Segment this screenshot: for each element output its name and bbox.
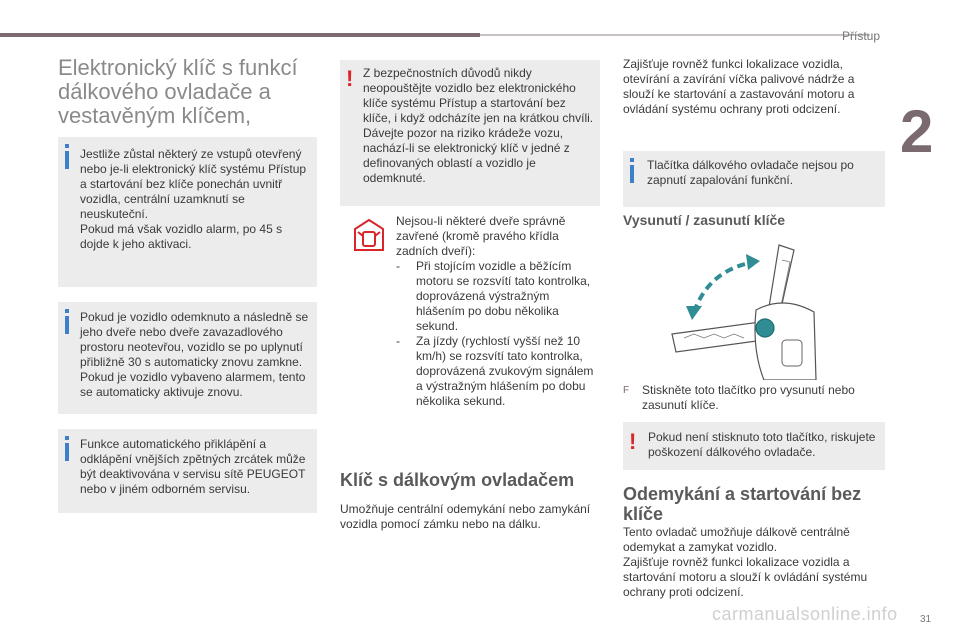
remote-heading: Klíč s dálkovým ovladačem — [340, 470, 575, 490]
fold-heading: Vysunutí / zasunutí klíče — [623, 212, 786, 228]
info-icon — [65, 151, 69, 169]
remote-text: Umožňuje centrální odemykání nebo zamykání vozidla pomocí zámku nebo na dálku. — [340, 502, 591, 531]
list-item-text: Při stojícím vozidle a běžícím motoru se rozsvítí tato kontrolka, doprovázená výstražným hlášením po dobu několika sekund. — [416, 259, 591, 333]
doors-intro: Nejsou-li některé dveře správně zavřené (kromě pravého křídla zadních dveří): — [396, 214, 566, 258]
fold-step-text: Stiskněte toto tlačítko pro vysunutí nebo zasunutí klíče. — [642, 383, 855, 412]
info-text: Pokud je vozidlo odemknuto a následně se jeho dveře nebo dveře zavazadlového prostoru neotevřou, vozidlo se po uplynutí přibližně 30 s automaticky znovu zamkne. Pokud je vozidlo vybaveno alarmem, tento se automaticky aktivuje znovu. — [80, 310, 309, 399]
list-item: - Při stojícím vozidle a běžícím motoru se rozsvítí tato kontrolka, doprovázená výstražným hlášením po dobu několika sekund. — [396, 259, 591, 333]
doors-block — [396, 214, 601, 409]
warning-icon: ! — [629, 429, 637, 454]
unlock-heading: Odemykání a startování bez klíče — [623, 484, 862, 524]
info-text: Funkce automatického přiklápění a odklápění vnějších zpětných zrcátek může být deaktivována v servisu sítě PEUGEOT nebo v jiném odborném servisu. — [80, 437, 306, 496]
page-title: Elektronický klíč s funkcí dálkového ovladače a vestavěným klíčem, — [58, 55, 298, 128]
unlock-text: Tento ovladač umožňuje dálkově centrálně odemykat a zamykat vozidlo. Zajišťuje rovněž funkci lokalizace vozidla a startování motoru a slouží k ovládání systému ochrany proti odcizení. — [623, 525, 868, 599]
info-icon — [65, 443, 69, 461]
info-box-2 — [58, 302, 317, 414]
info-icon — [630, 165, 634, 183]
list-item: - Za jízdy (rychlostí vyšší než 10 km/h) se rozsvítí tato kontrolka, doprovázená zvukovým signálem a výstražným hlášením po dobu několika sekund. — [396, 334, 594, 408]
warning-text: Z bezpečnostních důvodů nikdy neopouštějte vozidlo bez elektronického klíče systému Přístup a startování bez klíče, i když odcházíte jen na krátkou chvíli. Dávejte pozor na riziko krádeže vozu, nachází-li se elektronický klíč v jedné z definovaných oblastí a vozidlo je odemknuté. — [363, 66, 594, 185]
remote-key-illustration — [664, 240, 824, 380]
info-text: Jestliže zůstal některý ze vstupů otevřený nebo je-li elektronický klíč systému Přístup a startování bez klíče ponechán uvnitř vozidla, centrální uzamknutí se neuskuteční. Pokud má však vozidlo alarm, po 45 s dojde k jeho aktivaci. — [80, 147, 307, 251]
warning-text: Pokud není stisknuto toto tlačítko, riskujete poškození dálkového ovladače. — [648, 430, 876, 459]
warning-box-1 — [340, 60, 600, 206]
intro-text: Zajišťuje rovněž funkci lokalizace vozidla, otevírání a zavírání víčka palivové nádrže a slouží ke startování a zastavování motoru a ovládání systému ochrany proti odcizení. — [623, 57, 855, 116]
info-icon — [65, 316, 69, 334]
info-box-3 — [58, 429, 317, 513]
warning-box-2 — [623, 422, 885, 470]
watermark: carmanualsonline.info — [712, 604, 898, 624]
fold-step — [623, 383, 890, 413]
page-number: 31 — [920, 614, 932, 625]
step-bullet: F — [623, 385, 630, 396]
chapter-number: 2 — [900, 98, 934, 165]
info-box-4 — [623, 151, 885, 207]
header-line — [480, 34, 870, 36]
info-box-1 — [58, 137, 317, 287]
info-text: Tlačítka dálkového ovladače nejsou po zapnutí zapalování funkční. — [647, 158, 854, 187]
section-label: Přístup — [842, 29, 881, 43]
list-item-text: Za jízdy (rychlostí vyšší než 10 km/h) se rozsvítí tato kontrolka, doprovázená zvukovým signálem a výstražným hlášením po dobu několika sekund. — [416, 334, 594, 408]
warning-icon: ! — [346, 66, 354, 91]
warning-lamp-icon — [349, 216, 389, 256]
header-bar — [0, 33, 480, 37]
